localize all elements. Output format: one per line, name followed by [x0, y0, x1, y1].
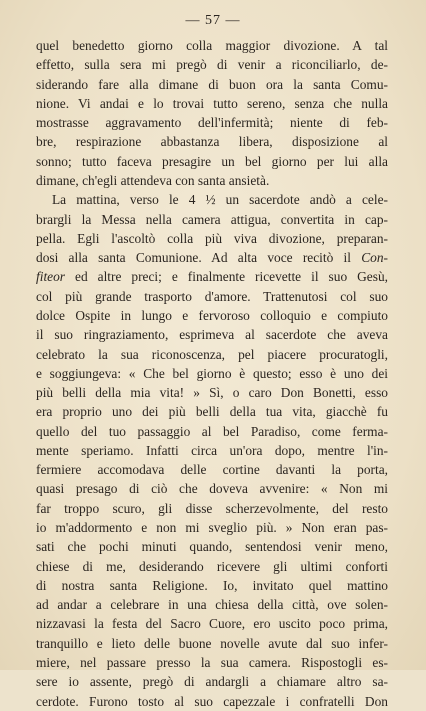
- text-line: sere io assente, pregò di andargli a chiamare altro sa-: [36, 674, 388, 690]
- text-line: più belli della mia vita! » Sì, o caro Don Bonetti, esso: [36, 385, 388, 401]
- text-line: far troppo scuro, gli disse scherzevolmente, del resto: [36, 500, 388, 516]
- text-line: quel benedetto giorno colla maggior divozione. A tal: [36, 38, 388, 53]
- text-line: col più grande trasporto d'amore. Trattenutosi col suo: [36, 288, 388, 304]
- text-line: dosi alla santa Comunione. Ad alta voce recitò il Con-: [36, 250, 388, 266]
- text-line: La mattina, verso le 4 ½ un sacerdote andò a cele-: [52, 192, 388, 208]
- text-line: quasi presago di ciò che doveva avvenire: « Non mi: [36, 481, 388, 497]
- text-line: quello del tuo passaggio al bel Paradiso, come ferma-: [36, 423, 388, 439]
- text-line: effetto, sulla sera mi pregò di venir a riconciliarlo, de-: [36, 57, 388, 73]
- text-line: nione. Vi andai e lo trovai tutto sereno, senza che nulla: [36, 95, 388, 111]
- text-line: bre, respirazione abbastanza libera, disposizione al: [36, 134, 388, 150]
- text-line: cerdote. Furono tosto al suo capezzale i confratelli Don: [36, 693, 388, 709]
- text-line: tranquillo e lieto delle buone novelle avute dal suo infer-: [36, 635, 388, 651]
- text-line: il suo ringraziamento, esprimeva al sacerdote che aveva: [36, 327, 388, 343]
- text-line: io m'addormento e non mi sveglio più. » Non eran pas-: [36, 520, 388, 536]
- text-line: pella. Egli l'ascoltò colla più viva divozione, preparan-: [36, 230, 388, 246]
- paragraph: [36, 190, 388, 711]
- text-line: sonno; tutto faceva presagire un bel giorno per lui alla: [36, 153, 388, 169]
- body-text: [36, 36, 388, 711]
- text-line: ad andar a celebrare in una chiesa della città, ove solen-: [36, 597, 388, 613]
- text-line: chiese di me, desiderando ricevere gli ultimi conforti: [36, 558, 388, 574]
- text-line: nizzavasi la festa del Sacro Cuore, ero uscito poco prima,: [36, 616, 388, 632]
- text-line: miere, nel passare presso la sua camera. Rispostogli es-: [36, 655, 388, 670]
- text-line: fiteor ed altre preci; e finalmente ricevette il suo Gesù,: [36, 269, 388, 285]
- text-line: di nostra santa Religione. Io, invitato quel mattino: [36, 577, 388, 593]
- text-line: mente speriamo. Infatti circa un'ora dopo, mentre l'in-: [36, 442, 388, 458]
- text-line: brargli la Messa nella camera attigua, convertita in cap-: [36, 211, 388, 227]
- paragraph: [36, 36, 388, 190]
- text-line: sati che pochi minuti quando, sentendosi venir meno,: [36, 539, 388, 555]
- text-line: era proprio uno dei più belli della tua vita, giacchè fu: [36, 404, 388, 420]
- text-line: dimane, ch'egli attendeva con santa ansietà.: [36, 172, 270, 188]
- text-line: siderando fare alla dimane di buon ora la santa Comu-: [36, 76, 388, 92]
- text-line: fermiere accomodava delle cortine davanti la porta,: [36, 462, 388, 478]
- text-line: celebrato la sua riconoscenza, pel piacere procuratogli,: [36, 346, 388, 362]
- text-line: mostrasse aggravamento dell'infermità; niente di feb-: [36, 115, 388, 131]
- page-number: — 57 —: [185, 13, 241, 28]
- text-line: dolce Ospite in lungo e fervoroso colloquio e compiuto: [36, 307, 388, 323]
- text-line: e soggiungeva: « Che bel giorno è questo; esso è uno dei: [36, 365, 388, 381]
